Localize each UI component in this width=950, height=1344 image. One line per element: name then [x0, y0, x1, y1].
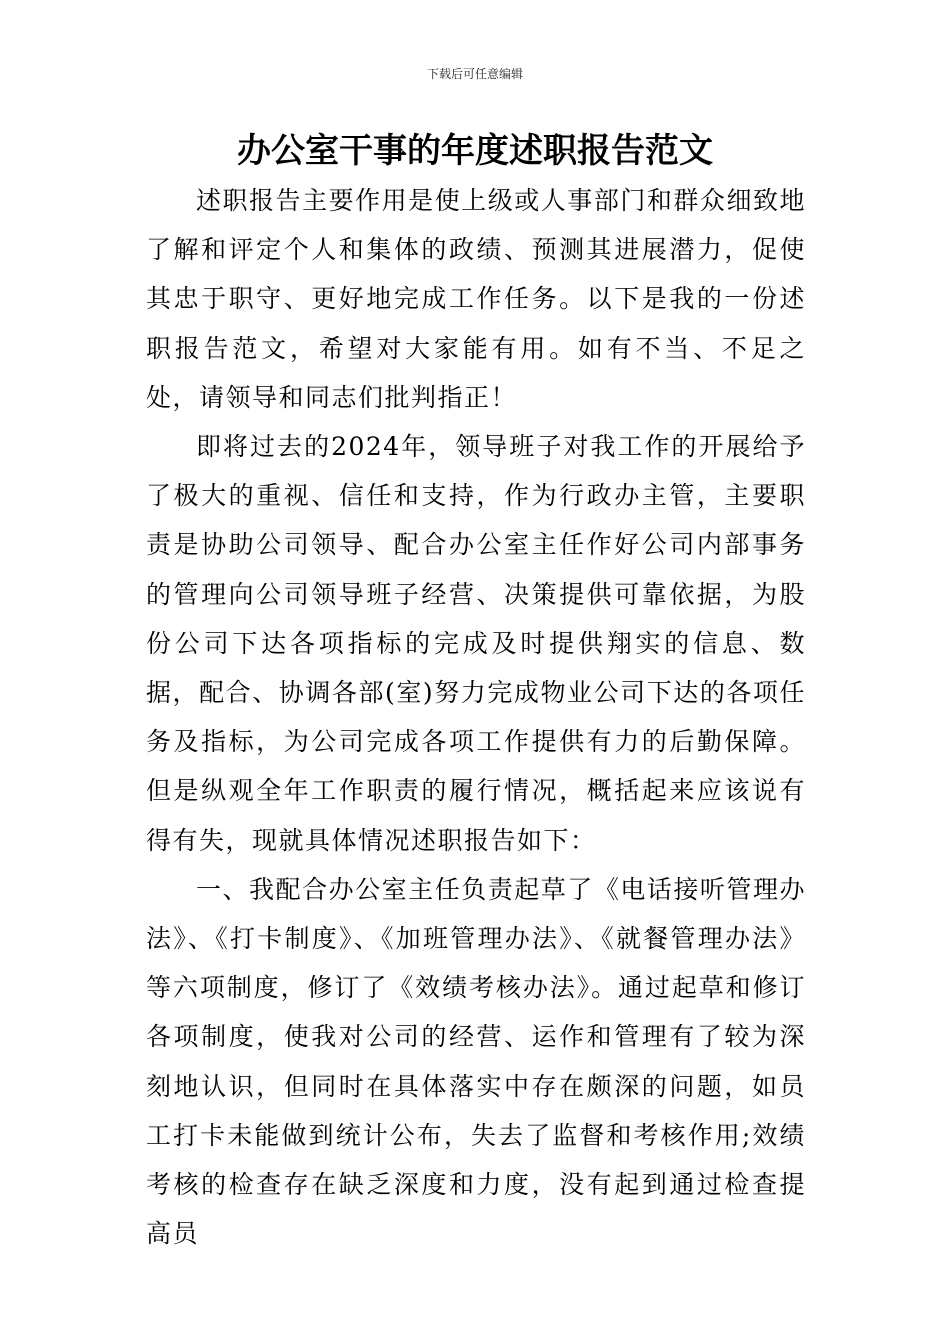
paragraph-intro: 述职报告主要作用是使上级或人事部门和群众细致地了解和评定个人和集体的政绩、预测其进展潜力，促使其忠于职守、更好地完成工作任务。以下是我的一份述职报告范文，希望对大家能有用。如有不当、不足之处，请领导和同志们批判指正！	[146, 186, 806, 412]
document-title: 办公室干事的年度述职报告范文	[237, 131, 713, 171]
document-body	[146, 176, 806, 1258]
paragraph-overview: 即将过去的2024年，领导班子对我工作的开展给予了极大的重视、信任和支持，作为行政办主管，主要职责是协助公司领导、配合办公室主任作好公司内部事务的管理向公司领导班子经营、决策提供可靠依据，为股份公司下达各项指标的完成及时提供翔实的信息、数据，配合、协调各部(室)努力完成物业公司下达的各项任务及指标，为公司完成各项工作提供有力的后勤保障。但是纵观全年工作职责的履行情况，概括起来应该说有得有失，现就具体情况述职报告如下：	[146, 432, 806, 855]
header-note: 下载后可任意编辑	[426, 67, 523, 81]
paragraph-section-one: 一、我配合办公室主任负责起草了《电话接听管理办法》、《打卡制度》、《加班管理办法》、《就餐管理办法》等六项制度，修订了《效绩考核办法》。通过起草和修订各项制度，使我对公司的经营、运作和管理有了较为深刻地认识，但同时在具体落实中存在颇深的问题，如员工打卡未能做到统计公布，失去了监督和考核作用;效绩考核的检查存在缺乏深度和力度，没有起到通过检查提高员	[146, 874, 806, 1249]
